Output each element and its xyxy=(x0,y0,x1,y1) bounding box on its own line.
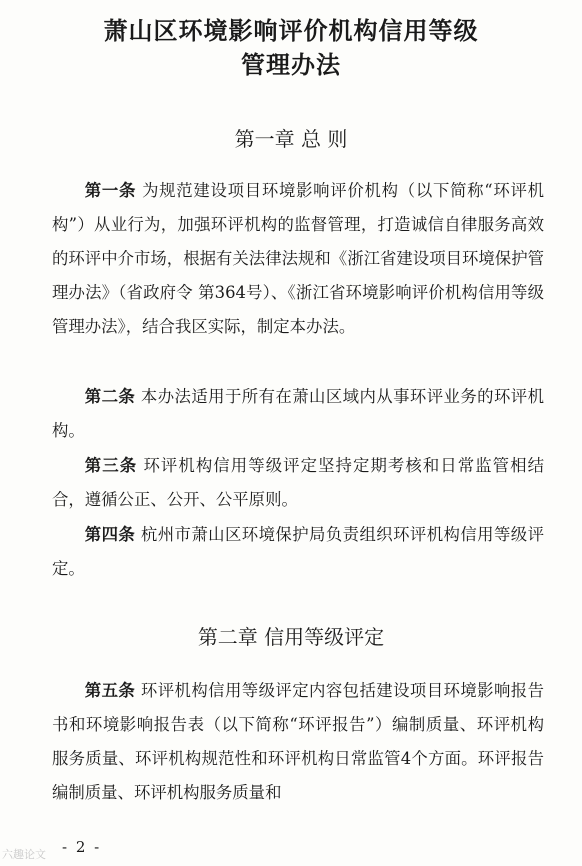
chapter-heading-2: 第二章 信用等级评定 xyxy=(197,625,385,649)
article-label: 第二条 xyxy=(84,387,136,406)
article-text: 环评机构信用等级评定坚持定期考核和日常监管相结合，遵循公正、公开、公平原则。 xyxy=(52,456,544,509)
article-text: 为规范建设项目环境影响评价机构（以下简称“环评机构”）从业行为，加强环评机构的监督管理，打造诚信自律服务高效的环评中介市场，根据有关法律法规和《浙江省建设项目环境保护管理办法》（省政府令 第364号）、《浙江省环境影响评价机构信用等级管理办法》，结合我区实际，制定本办法。 xyxy=(52,181,545,336)
chapter-heading-1: 第一章 总 则 xyxy=(234,127,348,151)
watermark: 六趣论文 xyxy=(2,848,46,861)
document-title-line-1: 萧山区环境影响评价机构信用等级 xyxy=(103,17,479,45)
article-text: 杭州市萧山区环境保护局负责组织环评机构信用等级评定。 xyxy=(52,525,545,578)
article-label: 第四条 xyxy=(84,525,136,544)
article-text: 本办法适用于所有在萧山区域内从事环评业务的环评机构。 xyxy=(52,387,545,440)
article-label: 第五条 xyxy=(84,681,136,700)
article-paragraph xyxy=(52,518,544,586)
page-number: - 2 - xyxy=(62,838,102,856)
document-title-line-2: 管理办法 xyxy=(241,51,341,79)
article-paragraph xyxy=(52,174,544,344)
article-label: 第一条 xyxy=(84,181,137,200)
article-paragraph xyxy=(52,449,544,517)
article-paragraph xyxy=(52,380,544,448)
article-text: 环评机构信用等级评定内容包括建设项目环境影响报告书和环境影响报告表（以下简称“环评报告”）编制质量、环评机构服务质量、环评机构规范性和环评机构日常监管4个方面。环评报告编制质量、环评机构服务质量和 xyxy=(52,681,544,802)
article-paragraph xyxy=(52,674,544,824)
article-label: 第三条 xyxy=(84,456,138,475)
